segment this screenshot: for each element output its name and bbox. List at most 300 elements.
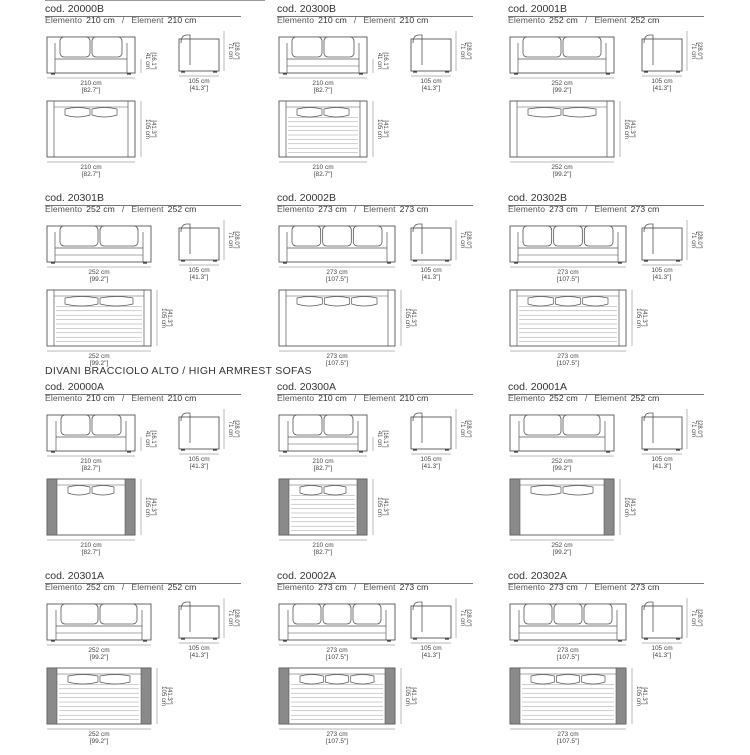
elemento-value: 210 cm (86, 393, 115, 403)
sofa-drawings (508, 570, 708, 755)
plan-view (510, 290, 647, 367)
seat-height-in: [16.1"] (382, 52, 388, 70)
plan-view (279, 290, 416, 367)
back-cushion-plan (325, 675, 348, 685)
back-cushion (61, 415, 90, 435)
plan-width-in: [107.5"] (556, 360, 580, 367)
back-cushion-plan (65, 297, 98, 307)
depth-cm: 105 cm (188, 456, 210, 463)
sofa-drawings (508, 192, 708, 377)
back-cushion-plan (563, 486, 593, 496)
width-cm: 273 cm (557, 269, 579, 276)
elemento-label: Elemento (277, 582, 315, 592)
armrest-right (604, 479, 614, 535)
depth-in: [41.3"] (421, 463, 441, 470)
elemento-label: Elemento (45, 582, 83, 592)
plan-width-in: [82.7"] (313, 171, 333, 178)
elemento-value: 210 cm (318, 15, 347, 25)
depth-in: [41.3"] (189, 274, 209, 281)
seat-height-in: [16.1"] (150, 430, 156, 448)
back-cushion (524, 604, 552, 624)
separator: / (353, 393, 357, 403)
side-view (179, 31, 239, 92)
width-cm: 210 cm (312, 458, 334, 465)
depth-in: [41.3"] (189, 85, 209, 92)
back-cushion-plan (528, 108, 561, 118)
back-cushion (92, 37, 122, 57)
element-label: Element (131, 393, 164, 403)
separator: / (353, 15, 357, 25)
height-cm: 71 cm (459, 420, 465, 438)
back-cushion-plan (531, 486, 561, 496)
height-cm: 71 cm (227, 420, 233, 438)
armrest-right (125, 479, 135, 535)
depth-in: [41.3"] (189, 652, 209, 659)
back-cushion (523, 37, 561, 57)
separator: / (353, 582, 357, 592)
elemento-label: Elemento (45, 15, 83, 25)
product-code: cod. 20301A (45, 570, 104, 582)
width-cm: 210 cm (80, 458, 102, 465)
height-cm: 71 cm (459, 231, 465, 249)
width-in: [82.7"] (81, 465, 101, 472)
element-label: Element (594, 204, 627, 214)
height-cm: 71 cm (459, 42, 465, 60)
plan-depth-in: [41.3"] (166, 309, 172, 327)
plan-width-in: [107.5"] (325, 360, 349, 367)
armrest-left (279, 668, 289, 724)
depth-in: [41.3"] (652, 85, 672, 92)
elemento-label: Elemento (277, 393, 315, 403)
plan-view (510, 479, 635, 556)
width-cm: 273 cm (326, 269, 348, 276)
separator: / (584, 15, 588, 25)
front-view (510, 37, 614, 94)
plan-depth-cm: 105 cm (635, 686, 641, 706)
height-in: [28.0"] (465, 420, 471, 438)
back-cushion (563, 415, 600, 435)
sofa-spec-card (45, 3, 245, 188)
depth-in: [41.3"] (652, 652, 672, 659)
back-cushion (584, 604, 612, 624)
seat-height-in: [16.1"] (382, 430, 388, 448)
side-view (179, 220, 239, 281)
plan-width-in: [107.5"] (325, 738, 349, 745)
plan-width-cm: 273 cm (557, 353, 579, 360)
height-in: [28.0"] (233, 42, 239, 60)
armrest-left (47, 668, 57, 724)
separator: / (121, 393, 125, 403)
back-cushion-plan (68, 486, 90, 496)
depth-in: [41.3"] (421, 274, 441, 281)
elemento-value: 273 cm (549, 582, 578, 592)
plan-width-in: [82.7"] (81, 549, 101, 556)
plan-width-cm: 252 cm (551, 164, 573, 171)
elemento-value: 252 cm (549, 393, 578, 403)
plan-view (510, 668, 647, 745)
width-in: [99.2"] (89, 654, 109, 661)
sofa-spec-card (45, 381, 245, 566)
elemento-label: Elemento (45, 204, 83, 214)
sofa-drawings (45, 192, 245, 377)
plan-depth-cm: 105 cm (376, 497, 382, 517)
armrest-left (510, 479, 520, 535)
plan-width-cm: 210 cm (312, 542, 334, 549)
plan-width-in: [82.7"] (81, 171, 101, 178)
plan-width-cm: 273 cm (326, 353, 348, 360)
height-in: [28.0"] (696, 420, 702, 438)
height-in: [28.0"] (465, 42, 471, 60)
separator: / (584, 582, 588, 592)
element-value: 252 cm (630, 393, 660, 403)
armrest-right (616, 668, 626, 724)
elemento-value: 210 cm (318, 393, 347, 403)
element-label: Element (594, 582, 627, 592)
plan-depth-in: [41.3"] (382, 498, 388, 516)
sofa-spec-card (277, 570, 477, 755)
width-cm: 210 cm (80, 80, 102, 87)
height-in: [28.0"] (696, 231, 702, 249)
plan-depth-in: [41.3"] (410, 687, 416, 705)
height-cm: 71 cm (227, 42, 233, 60)
elemento-label: Elemento (508, 582, 546, 592)
elemento-value: 210 cm (86, 15, 115, 25)
seat-height-cm: 41 cm (144, 52, 150, 70)
back-cushion (353, 226, 382, 246)
elemento-label: Elemento (508, 204, 546, 214)
seat-height-in: [16.1"] (150, 52, 156, 70)
back-cushion-plan (351, 675, 374, 685)
height-in: [28.0"] (233, 420, 239, 438)
element-value: 273 cm (399, 582, 429, 592)
plan-view (47, 101, 156, 178)
product-code: cod. 20300B (277, 3, 336, 15)
back-cushion-plan (583, 297, 608, 307)
sofa-spec-card (508, 3, 708, 188)
front-view (47, 37, 156, 94)
back-cushion-plan (92, 486, 114, 496)
plan-view (279, 101, 388, 178)
back-cushion-plan (324, 108, 349, 118)
seat-height-cm: 41 cm (144, 430, 150, 448)
back-cushion-plan (531, 675, 554, 685)
side-view (642, 598, 702, 659)
product-code: cod. 20302B (508, 192, 567, 204)
element-label: Element (131, 204, 164, 214)
height-cm: 71 cm (227, 231, 233, 249)
width-cm: 210 cm (312, 80, 334, 87)
sofa-spec-card (45, 192, 245, 377)
height-cm: 71 cm (690, 231, 696, 249)
elemento-value: 273 cm (318, 204, 347, 214)
back-cushion (293, 415, 322, 435)
width-in: [99.2"] (89, 276, 109, 283)
separator: / (584, 393, 588, 403)
plan-depth-cm: 105 cm (376, 119, 382, 139)
back-cushion-plan (582, 675, 605, 685)
product-code: cod. 20301B (45, 192, 104, 204)
element-value: 273 cm (630, 204, 660, 214)
plan-width-cm: 210 cm (80, 542, 102, 549)
width-in: [82.7"] (81, 87, 101, 94)
back-cushion-plan (555, 297, 580, 307)
front-view (279, 37, 388, 94)
plan-depth-cm: 105 cm (160, 308, 166, 328)
depth-cm: 105 cm (420, 78, 442, 85)
back-cushion-plan (324, 297, 349, 307)
front-view (279, 226, 395, 283)
plan-depth-in: [41.3"] (166, 687, 172, 705)
depth-cm: 105 cm (188, 267, 210, 274)
plan-depth-cm: 105 cm (635, 308, 641, 328)
width-in: [107.5"] (325, 276, 349, 283)
seat-height-cm: 41 cm (376, 430, 382, 448)
height-cm: 71 cm (690, 42, 696, 60)
plan-depth-in: [41.3"] (150, 498, 156, 516)
element-value: 210 cm (167, 15, 197, 25)
width-cm: 252 cm (551, 80, 573, 87)
plan-depth-in: [41.3"] (629, 120, 635, 138)
depth-cm: 105 cm (651, 78, 673, 85)
height-in: [28.0"] (696, 609, 702, 627)
element-value: 273 cm (399, 204, 429, 214)
front-view (279, 604, 395, 661)
element-label: Element (131, 582, 164, 592)
plan-depth-in: [41.3"] (150, 120, 156, 138)
back-cushion-plan (352, 297, 377, 307)
front-view (510, 415, 614, 472)
side-view (642, 409, 702, 470)
element-value: 210 cm (399, 15, 429, 25)
back-cushion (292, 226, 321, 246)
front-view (510, 226, 626, 283)
plan-depth-cm: 105 cm (160, 686, 166, 706)
sofa-spec-card (277, 3, 477, 188)
element-label: Element (363, 582, 396, 592)
top-rule (45, 0, 265, 1)
seat-height-cm: 41 cm (376, 52, 382, 70)
element-value: 210 cm (167, 393, 197, 403)
plan-depth-cm: 105 cm (623, 497, 629, 517)
armrest-right (357, 479, 367, 535)
back-cushion (554, 604, 582, 624)
elemento-label: Elemento (277, 204, 315, 214)
element-label: Element (594, 393, 627, 403)
width-cm: 273 cm (557, 647, 579, 654)
back-cushion-plan (100, 297, 133, 307)
back-cushion (60, 37, 90, 57)
side-view (179, 598, 239, 659)
depth-in: [41.3"] (652, 274, 672, 281)
height-cm: 71 cm (690, 609, 696, 627)
plan-view (47, 290, 172, 367)
product-code: cod. 20300A (277, 381, 336, 393)
sofa-drawings (45, 3, 245, 188)
elemento-value: 273 cm (318, 582, 347, 592)
height-in: [28.0"] (465, 231, 471, 249)
width-in: [107.5"] (556, 276, 580, 283)
plan-width-in: [99.2"] (552, 171, 572, 178)
separator: / (584, 204, 588, 214)
side-view (411, 598, 471, 659)
armrest-right (141, 668, 151, 724)
front-view (47, 415, 156, 472)
back-cushion (323, 604, 351, 624)
plan-view (47, 479, 156, 556)
separator: / (121, 15, 125, 25)
sofa-spec-card (508, 192, 708, 377)
separator: / (121, 204, 125, 214)
plan-depth-cm: 105 cm (404, 686, 410, 706)
side-view (179, 409, 239, 470)
back-cushion (353, 604, 381, 624)
plan-depth-cm: 105 cm (144, 497, 150, 517)
sofa-spec-card (277, 381, 477, 566)
side-view (411, 409, 471, 470)
product-code: cod. 20000A (45, 381, 104, 393)
sofa-drawings (277, 3, 477, 188)
product-code: cod. 20002A (277, 570, 336, 582)
plan-depth-in: [41.3"] (641, 309, 647, 327)
product-code: cod. 20001A (508, 381, 567, 393)
sofa-spec-card (508, 381, 708, 566)
width-in: [82.7"] (313, 87, 333, 94)
element-value: 252 cm (167, 204, 197, 214)
height-cm: 71 cm (690, 420, 696, 438)
back-cushion-plan (563, 108, 596, 118)
back-cushion-plan (528, 297, 553, 307)
back-cushion-plan (556, 675, 579, 685)
separator: / (121, 582, 125, 592)
sofa-drawings (277, 570, 477, 755)
plan-width-cm: 252 cm (88, 731, 110, 738)
plan-width-in: [99.2"] (89, 360, 109, 367)
back-cushion-plan (68, 675, 98, 685)
plan-width-in: [107.5"] (556, 738, 580, 745)
back-cushion-plan (65, 108, 90, 118)
plan-view (47, 668, 172, 745)
plan-depth-in: [41.3"] (410, 309, 416, 327)
back-cushion (292, 37, 322, 57)
armrest-left (47, 479, 57, 535)
depth-in: [41.3"] (421, 652, 441, 659)
back-cushion (92, 415, 121, 435)
back-cushion (523, 226, 552, 246)
plan-view (279, 668, 416, 745)
product-code: cod. 20000B (45, 3, 104, 15)
plan-width-cm: 252 cm (88, 353, 110, 360)
depth-in: [41.3"] (421, 85, 441, 92)
width-in: [107.5"] (325, 654, 349, 661)
plan-width-in: [82.7"] (313, 549, 333, 556)
armrest-right (385, 668, 395, 724)
sofa-spec-card (508, 570, 708, 755)
back-cushion (524, 415, 561, 435)
plan-depth-in: [41.3"] (382, 120, 388, 138)
height-in: [28.0"] (696, 42, 702, 60)
element-label: Element (363, 393, 396, 403)
depth-cm: 105 cm (188, 78, 210, 85)
sofa-spec-card (45, 570, 245, 755)
back-cushion-plan (100, 675, 130, 685)
back-cushion-plan (300, 486, 322, 496)
element-value: 252 cm (630, 15, 660, 25)
front-view (279, 415, 388, 472)
width-cm: 252 cm (88, 647, 110, 654)
element-value: 273 cm (630, 582, 660, 592)
element-label: Element (363, 204, 396, 214)
back-cushion-plan (300, 675, 323, 685)
depth-cm: 105 cm (651, 456, 673, 463)
front-view (47, 226, 151, 283)
sofa-drawings (45, 381, 245, 566)
height-cm: 71 cm (459, 609, 465, 627)
side-view (411, 31, 471, 92)
element-value: 252 cm (167, 582, 197, 592)
elemento-label: Elemento (277, 15, 315, 25)
depth-cm: 105 cm (420, 267, 442, 274)
back-cushion-plan (297, 108, 322, 118)
element-label: Element (131, 15, 164, 25)
width-in: [107.5"] (556, 654, 580, 661)
side-view (411, 220, 471, 281)
depth-cm: 105 cm (651, 267, 673, 274)
plan-depth-in: [41.3"] (641, 687, 647, 705)
plan-width-in: [99.2"] (552, 549, 572, 556)
back-cushion (100, 226, 138, 246)
plan-depth-cm: 105 cm (623, 119, 629, 139)
back-cushion (554, 226, 583, 246)
height-in: [28.0"] (465, 609, 471, 627)
armrest-left (279, 479, 289, 535)
element-label: Element (363, 15, 396, 25)
plan-width-cm: 210 cm (80, 164, 102, 171)
back-cushion (61, 604, 98, 624)
sofa-drawings (45, 570, 245, 755)
back-cushion-plan (92, 108, 117, 118)
elemento-label: Elemento (45, 393, 83, 403)
back-cushion-plan (324, 486, 346, 496)
back-cushion (60, 226, 98, 246)
width-in: [99.2"] (552, 465, 572, 472)
product-code: cod. 20302A (508, 570, 567, 582)
depth-in: [41.3"] (652, 463, 672, 470)
elemento-label: Elemento (508, 393, 546, 403)
product-code: cod. 20001B (508, 3, 567, 15)
depth-cm: 105 cm (651, 645, 673, 652)
sofa-drawings (508, 3, 708, 188)
back-cushion (323, 226, 352, 246)
plan-view (510, 101, 635, 178)
width-cm: 273 cm (326, 647, 348, 654)
element-value: 210 cm (399, 393, 429, 403)
back-cushion-plan (297, 297, 322, 307)
elemento-value: 273 cm (549, 204, 578, 214)
side-view (642, 31, 702, 92)
depth-cm: 105 cm (420, 645, 442, 652)
back-cushion (584, 226, 613, 246)
front-view (510, 604, 626, 661)
height-cm: 71 cm (227, 609, 233, 627)
back-cushion (324, 415, 353, 435)
sofa-spec-card (277, 192, 477, 377)
sofa-drawings (277, 192, 477, 377)
depth-in: [41.3"] (189, 463, 209, 470)
sofa-drawings (508, 381, 708, 566)
section-title: DIVANI BRACCIOLO ALTO / HIGH ARMREST SOFAS (45, 365, 312, 377)
plan-width-cm: 273 cm (326, 731, 348, 738)
width-in: [82.7"] (313, 465, 333, 472)
